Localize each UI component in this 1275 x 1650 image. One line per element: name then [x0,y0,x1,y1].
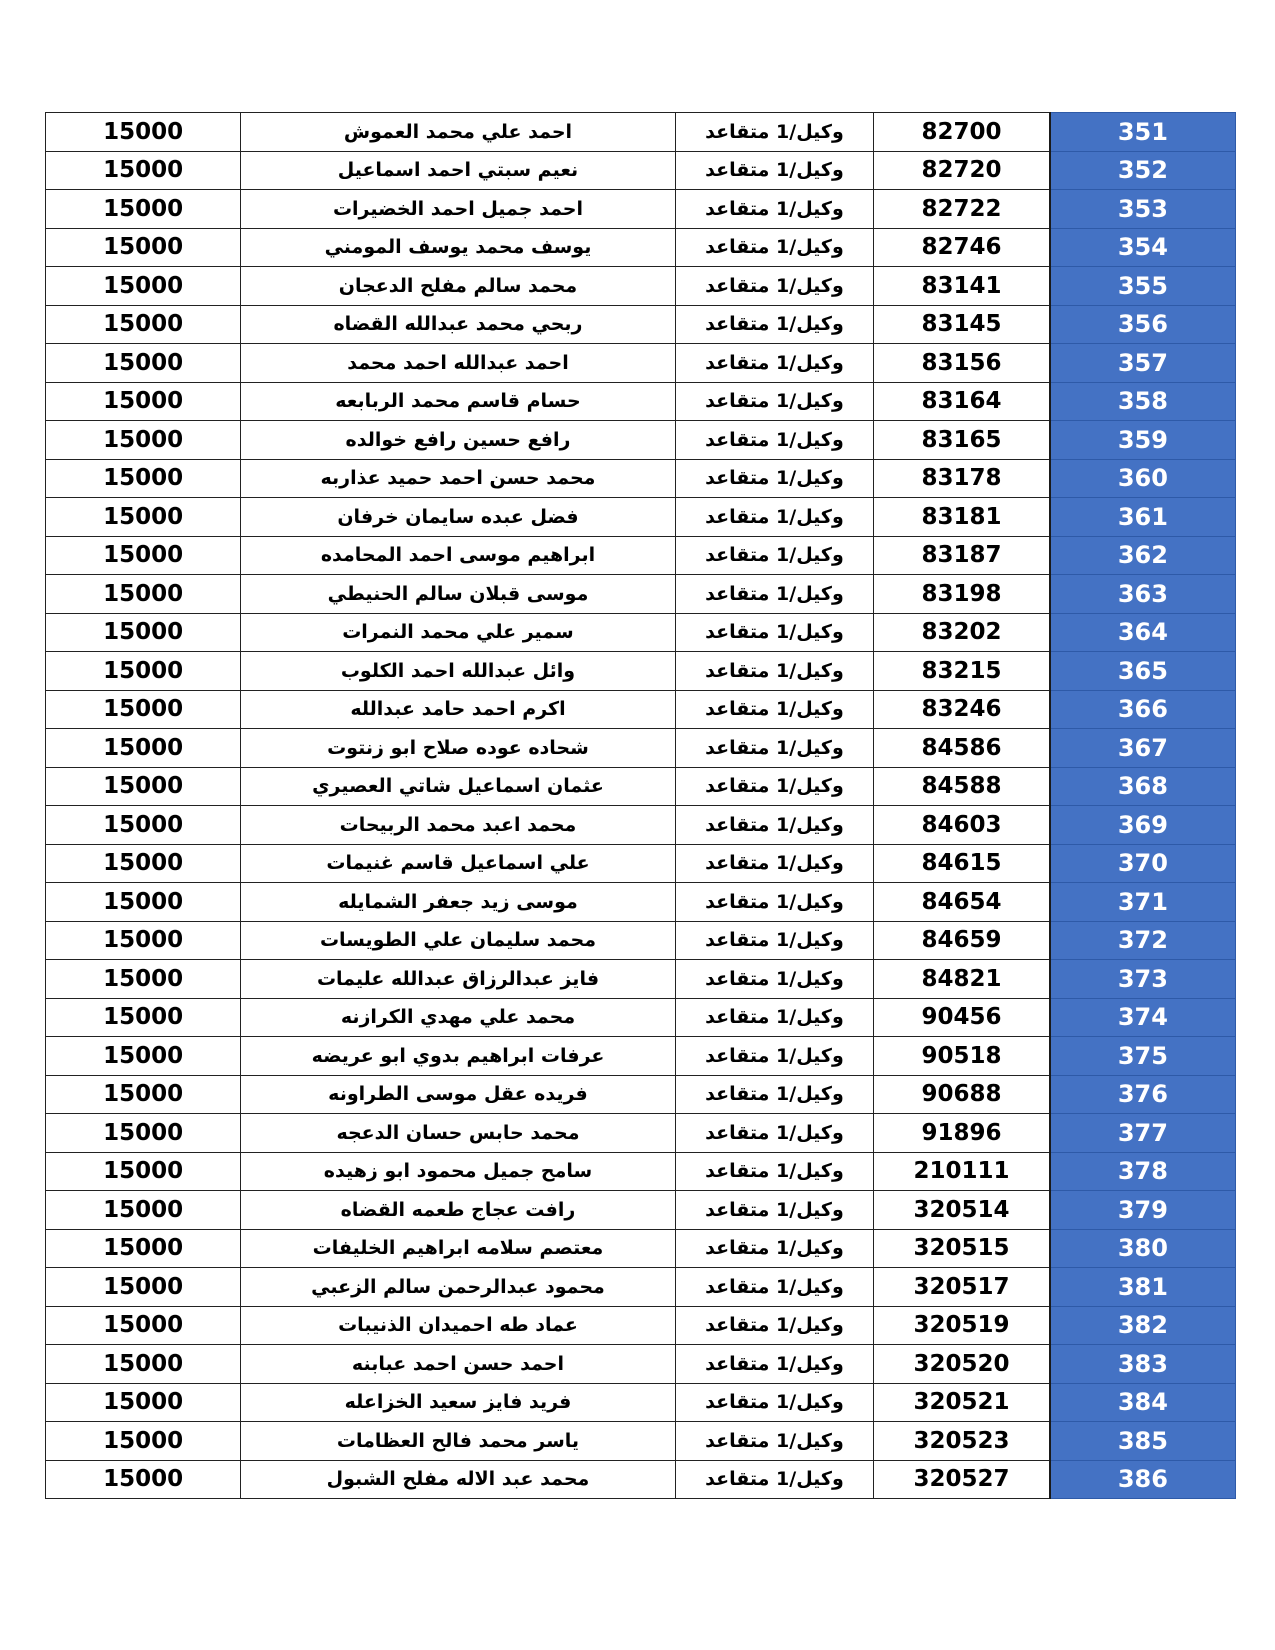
name-cell: احمد علي محمد العموش [241,113,676,152]
rank-cell: وكيل/1 متقاعد [675,806,873,845]
sequence-number-cell: 363 [1050,575,1236,614]
name-cell: محمد حابس حسان الدعجه [241,1114,676,1153]
rank-cell: وكيل/1 متقاعد [675,421,873,460]
military-number-cell: 84615 [874,844,1050,883]
rank-cell: وكيل/1 متقاعد [675,1114,873,1153]
table-row [46,1229,1236,1268]
amount-cell: 15000 [46,998,241,1037]
name-cell: رافت عجاج طعمه القضاه [241,1191,676,1230]
sequence-number-cell: 351 [1050,113,1236,152]
amount-cell: 15000 [46,228,241,267]
table-row [46,382,1236,421]
rank-cell: وكيل/1 متقاعد [675,151,873,190]
name-cell: محمد سالم مفلح الدعجان [241,267,676,306]
amount-cell: 15000 [46,883,241,922]
name-cell: موسى قبلان سالم الحنيطي [241,575,676,614]
military-number-cell: 82722 [874,190,1050,229]
sequence-number-cell: 353 [1050,190,1236,229]
military-number-cell: 82720 [874,151,1050,190]
name-cell: محمد علي مهدي الكرازنه [241,998,676,1037]
military-number-cell: 84586 [874,729,1050,768]
military-number-cell: 83246 [874,690,1050,729]
military-number-cell: 83164 [874,382,1050,421]
name-cell: سامح جميل محمود ابو زهيده [241,1152,676,1191]
sequence-number-cell: 354 [1050,228,1236,267]
table-row [46,536,1236,575]
amount-cell: 15000 [46,1075,241,1114]
rank-cell: وكيل/1 متقاعد [675,344,873,383]
military-number-cell: 82746 [874,228,1050,267]
amount-cell: 15000 [46,305,241,344]
table-row [46,729,1236,768]
table-body [46,113,1236,1499]
rank-cell: وكيل/1 متقاعد [675,305,873,344]
rank-cell: وكيل/1 متقاعد [675,267,873,306]
amount-cell: 15000 [46,1229,241,1268]
table-row [46,652,1236,691]
sequence-number-cell: 362 [1050,536,1236,575]
table-row [46,421,1236,460]
name-cell: سمير علي محمد النمرات [241,613,676,652]
amount-cell: 15000 [46,498,241,537]
rank-cell: وكيل/1 متقاعد [675,1345,873,1384]
military-number-cell: 320515 [874,1229,1050,1268]
sequence-number-cell: 357 [1050,344,1236,383]
amount-cell: 15000 [46,1114,241,1153]
name-cell: يوسف محمد يوسف المومني [241,228,676,267]
military-number-cell: 83202 [874,613,1050,652]
name-cell: ابراهيم موسى احمد المحامده [241,536,676,575]
sequence-number-cell: 386 [1050,1460,1236,1499]
sequence-number-cell: 372 [1050,921,1236,960]
table-row [46,998,1236,1037]
amount-cell: 15000 [46,1345,241,1384]
rank-cell: وكيل/1 متقاعد [675,1075,873,1114]
name-cell: وائل عبدالله احمد الكلوب [241,652,676,691]
amount-cell: 15000 [46,267,241,306]
name-cell: فريده عقل موسى الطراونه [241,1075,676,1114]
military-number-cell: 83156 [874,344,1050,383]
sequence-number-cell: 383 [1050,1345,1236,1384]
rank-cell: وكيل/1 متقاعد [675,652,873,691]
rank-cell: وكيل/1 متقاعد [675,190,873,229]
table-row [46,690,1236,729]
name-cell: محمود عبدالرحمن سالم الزعبي [241,1268,676,1307]
amount-cell: 15000 [46,652,241,691]
sequence-number-cell: 370 [1050,844,1236,883]
table-row [46,267,1236,306]
rank-cell: وكيل/1 متقاعد [675,1460,873,1499]
military-number-cell: 82700 [874,113,1050,152]
name-cell: محمد اعبد محمد الربيحات [241,806,676,845]
name-cell: احمد جميل احمد الخضيرات [241,190,676,229]
military-number-cell: 84654 [874,883,1050,922]
amount-cell: 15000 [46,1460,241,1499]
sequence-number-cell: 358 [1050,382,1236,421]
table-row [46,228,1236,267]
military-number-cell: 83165 [874,421,1050,460]
rank-cell: وكيل/1 متقاعد [675,844,873,883]
rank-cell: وكيل/1 متقاعد [675,690,873,729]
name-cell: محمد سليمان علي الطويسات [241,921,676,960]
sequence-number-cell: 364 [1050,613,1236,652]
table-row [46,113,1236,152]
table-row [46,1268,1236,1307]
name-cell: موسى زيد جعفر الشمايله [241,883,676,922]
military-number-cell: 210111 [874,1152,1050,1191]
name-cell: حسام قاسم محمد الربابعه [241,382,676,421]
sequence-number-cell: 377 [1050,1114,1236,1153]
table-row [46,344,1236,383]
sequence-number-cell: 385 [1050,1422,1236,1461]
table-row [46,1383,1236,1422]
table-row [46,806,1236,845]
military-number-cell: 84603 [874,806,1050,845]
sequence-number-cell: 376 [1050,1075,1236,1114]
rank-cell: وكيل/1 متقاعد [675,498,873,537]
amount-cell: 15000 [46,1422,241,1461]
name-cell: اكرم احمد حامد عبدالله [241,690,676,729]
rank-cell: وكيل/1 متقاعد [675,729,873,768]
sequence-number-cell: 373 [1050,960,1236,999]
sequence-number-cell: 384 [1050,1383,1236,1422]
name-cell: محمد عبد الاله مفلح الشبول [241,1460,676,1499]
rank-cell: وكيل/1 متقاعد [675,1383,873,1422]
table-row [46,613,1236,652]
amount-cell: 15000 [46,344,241,383]
name-cell: عثمان اسماعيل شاتي العصيري [241,767,676,806]
table-row [46,883,1236,922]
table-row [46,1037,1236,1076]
name-cell: ربحي محمد عبدالله القضاه [241,305,676,344]
name-cell: فريد فايز سعيد الخزاعله [241,1383,676,1422]
sequence-number-cell: 355 [1050,267,1236,306]
military-number-cell: 320523 [874,1422,1050,1461]
military-number-cell: 83215 [874,652,1050,691]
military-number-cell: 91896 [874,1114,1050,1153]
rank-cell: وكيل/1 متقاعد [675,883,873,922]
military-number-cell: 320520 [874,1345,1050,1384]
rank-cell: وكيل/1 متقاعد [675,1229,873,1268]
sequence-number-cell: 382 [1050,1306,1236,1345]
sequence-number-cell: 379 [1050,1191,1236,1230]
sequence-number-cell: 375 [1050,1037,1236,1076]
name-cell: محمد حسن احمد حميد عذاربه [241,459,676,498]
amount-cell: 15000 [46,844,241,883]
amount-cell: 15000 [46,113,241,152]
table-row [46,1345,1236,1384]
name-cell: ياسر محمد فالح العظامات [241,1422,676,1461]
sequence-number-cell: 371 [1050,883,1236,922]
amount-cell: 15000 [46,151,241,190]
rank-cell: وكيل/1 متقاعد [675,382,873,421]
name-cell: رافع حسين رافع خوالده [241,421,676,460]
military-number-cell: 320527 [874,1460,1050,1499]
sequence-number-cell: 369 [1050,806,1236,845]
rank-cell: وكيل/1 متقاعد [675,575,873,614]
amount-cell: 15000 [46,190,241,229]
table-row [46,151,1236,190]
military-number-cell: 320521 [874,1383,1050,1422]
table-row [46,1152,1236,1191]
amount-cell: 15000 [46,1037,241,1076]
table-row [46,1075,1236,1114]
rank-cell: وكيل/1 متقاعد [675,613,873,652]
amount-cell: 15000 [46,459,241,498]
sequence-number-cell: 380 [1050,1229,1236,1268]
amount-cell: 15000 [46,960,241,999]
amount-cell: 15000 [46,806,241,845]
name-cell: شحاده عوده صلاح ابو زنتوت [241,729,676,768]
sequence-number-cell: 359 [1050,421,1236,460]
table-row [46,190,1236,229]
amount-cell: 15000 [46,729,241,768]
military-number-cell: 83198 [874,575,1050,614]
name-cell: علي اسماعيل قاسم غنيمات [241,844,676,883]
sequence-number-cell: 381 [1050,1268,1236,1307]
rank-cell: وكيل/1 متقاعد [675,998,873,1037]
sequence-number-cell: 374 [1050,998,1236,1037]
sequence-number-cell: 368 [1050,767,1236,806]
military-number-cell: 90688 [874,1075,1050,1114]
rank-cell: وكيل/1 متقاعد [675,1037,873,1076]
military-number-cell: 90518 [874,1037,1050,1076]
rank-cell: وكيل/1 متقاعد [675,921,873,960]
military-number-cell: 83145 [874,305,1050,344]
rank-cell: وكيل/1 متقاعد [675,1268,873,1307]
military-number-cell: 83187 [874,536,1050,575]
name-cell: فضل عبده سايمان خرفان [241,498,676,537]
amount-cell: 15000 [46,613,241,652]
amount-cell: 15000 [46,767,241,806]
rank-cell: وكيل/1 متقاعد [675,1306,873,1345]
amount-cell: 15000 [46,690,241,729]
amount-cell: 15000 [46,1306,241,1345]
table-row [46,498,1236,537]
military-number-cell: 320514 [874,1191,1050,1230]
military-number-cell: 320517 [874,1268,1050,1307]
name-cell: معتصم سلامه ابراهيم الخليفات [241,1229,676,1268]
rank-cell: وكيل/1 متقاعد [675,767,873,806]
amount-cell: 15000 [46,1152,241,1191]
military-number-cell: 320519 [874,1306,1050,1345]
sequence-number-cell: 361 [1050,498,1236,537]
amount-cell: 15000 [46,1268,241,1307]
rank-cell: وكيل/1 متقاعد [675,960,873,999]
table-row [46,1114,1236,1153]
table-row [46,1191,1236,1230]
military-number-cell: 83181 [874,498,1050,537]
table-row [46,1460,1236,1499]
military-number-cell: 84821 [874,960,1050,999]
name-cell: فايز عبدالرزاق عبدالله عليمات [241,960,676,999]
table-row [46,305,1236,344]
amount-cell: 15000 [46,575,241,614]
name-cell: احمد عبدالله احمد محمد [241,344,676,383]
rank-cell: وكيل/1 متقاعد [675,228,873,267]
amount-cell: 15000 [46,1383,241,1422]
sequence-number-cell: 365 [1050,652,1236,691]
rank-cell: وكيل/1 متقاعد [675,1152,873,1191]
name-cell: عماد طه احميدان الذنيبات [241,1306,676,1345]
military-number-cell: 84588 [874,767,1050,806]
sequence-number-cell: 366 [1050,690,1236,729]
rank-cell: وكيل/1 متقاعد [675,536,873,575]
table-row [46,575,1236,614]
table-row [46,1306,1236,1345]
rank-cell: وكيل/1 متقاعد [675,1191,873,1230]
amount-cell: 15000 [46,536,241,575]
name-cell: عرفات ابراهيم بدوي ابو عريضه [241,1037,676,1076]
table-row [46,960,1236,999]
table-row [46,767,1236,806]
table-row [46,459,1236,498]
rank-cell: وكيل/1 متقاعد [675,459,873,498]
sequence-number-cell: 356 [1050,305,1236,344]
rank-cell: وكيل/1 متقاعد [675,113,873,152]
military-number-cell: 83141 [874,267,1050,306]
sequence-number-cell: 367 [1050,729,1236,768]
name-cell: احمد حسن احمد عبابنه [241,1345,676,1384]
table-row [46,921,1236,960]
table-row [46,1422,1236,1461]
sequence-number-cell: 378 [1050,1152,1236,1191]
military-number-cell: 90456 [874,998,1050,1037]
military-number-cell: 84659 [874,921,1050,960]
amount-cell: 15000 [46,1191,241,1230]
sequence-number-cell: 352 [1050,151,1236,190]
payment-list-table [45,112,1236,1499]
sequence-number-cell: 360 [1050,459,1236,498]
rank-cell: وكيل/1 متقاعد [675,1422,873,1461]
military-number-cell: 83178 [874,459,1050,498]
amount-cell: 15000 [46,421,241,460]
table-row [46,844,1236,883]
name-cell: نعيم سبتي احمد اسماعيل [241,151,676,190]
amount-cell: 15000 [46,921,241,960]
amount-cell: 15000 [46,382,241,421]
